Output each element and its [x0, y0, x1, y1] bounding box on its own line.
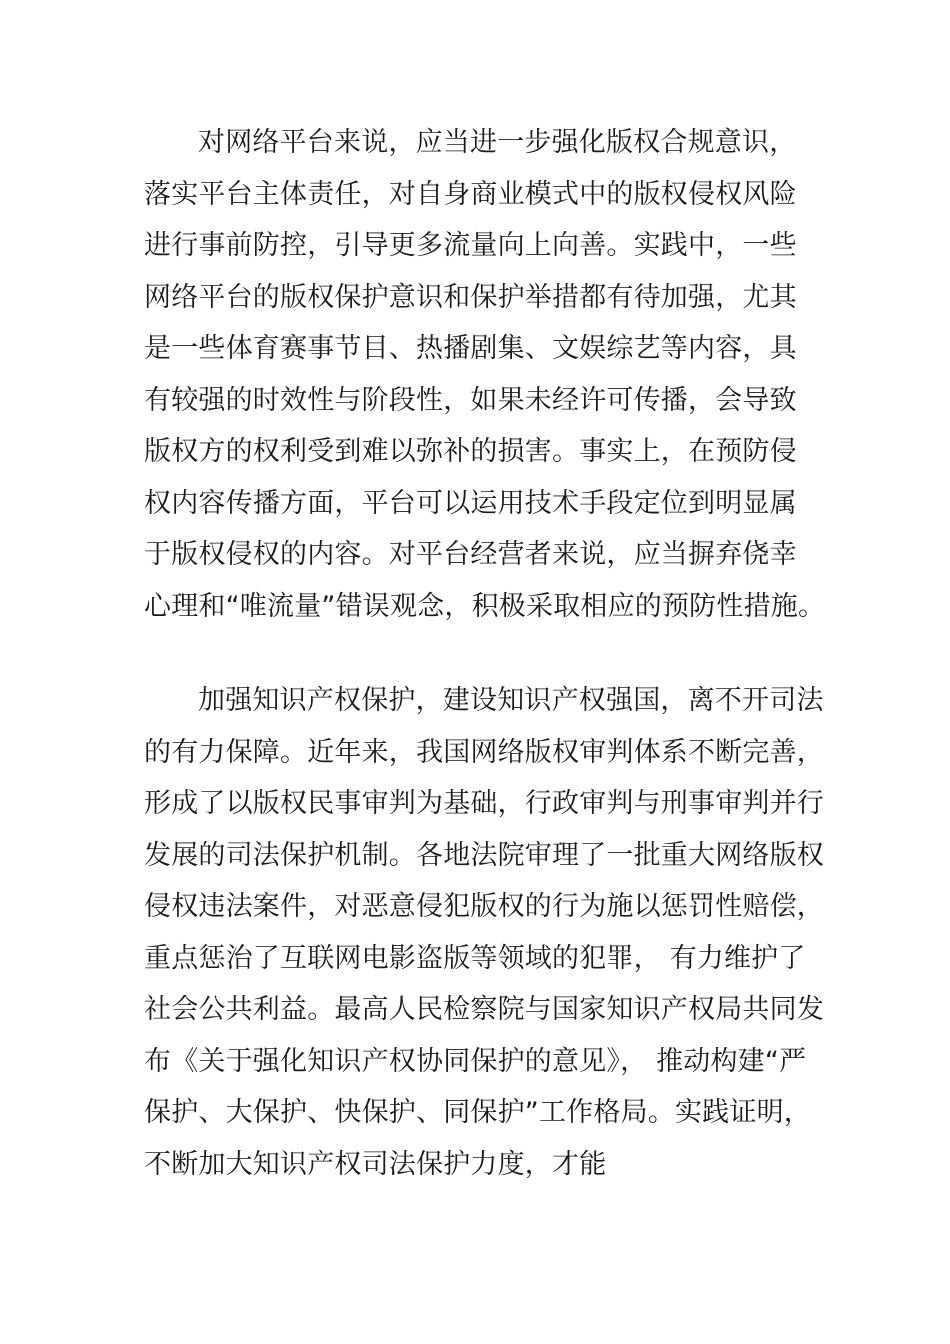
text-line: 的有力保障。近年来，我国网络版权审判体系不断完善， [144, 736, 824, 768]
text-line: 对网络平台来说，应当进一步强化版权合规意识， [198, 127, 797, 158]
text-line: 保护、大保护、快保护、同保护”工作格局。实践证明， [144, 1097, 811, 1128]
text-line: 网络平台的版权保护意识和保护举措都有待加强，尤其 [144, 281, 797, 313]
text-line: 落实平台主体责任，对自身商业模式中的版权侵权风险 [144, 178, 797, 210]
text-line: 进行事前防控，引导更多流量向上向善。实践中，一些 [144, 230, 797, 261]
text-line: 形成了以版权民事审判为基础，行政审判与刑事审判并行 [144, 788, 824, 819]
text-line: 社会公共利益。最高人民检察院与国家知识产权局共同发 [144, 994, 824, 1025]
text-line: 于版权侵权的内容。对平台经营者来说，应当摒弃侥幸 [144, 539, 797, 570]
text-line: 发展的司法保护机制。各地法院审理了一批重大网络版权 [144, 839, 824, 871]
text-line: 心理和“唯流量”错误观念，积极采取相应的预防性措施。 [144, 590, 826, 622]
text-line: 是一些体育赛事节目、热播剧集、文娱综艺等内容，具 [144, 333, 797, 364]
text-line: 版权方的权利受到难以弥补的损害。事实上，在预防侵 [144, 436, 797, 467]
text-line: 重点惩治了互联网电影盗版等领域的犯罪， 有力维护了 [144, 942, 806, 974]
text-line: 权内容传播方面，平台可以运用技术手段定位到明显属 [144, 487, 797, 519]
text-line: 不断加大知识产权司法保护力度，才能 [144, 1148, 607, 1180]
text-line: 有较强的时效性与阶段性，如果未经许可传播，会导致 [144, 384, 797, 416]
paragraph-platform-responsibility [144, 117, 826, 632]
text-line: 加强知识产权保护，建设知识产权强国，离不开司法 [198, 685, 824, 716]
paragraph-judicial-protection [144, 675, 826, 1190]
text-line: 布《关于强化知识产权协同保护的意见》， 推动构建“严 [144, 1045, 807, 1077]
text-line: 侵权违法案件，对恶意侵犯版权的行为施以惩罚性赔偿， [144, 891, 824, 922]
